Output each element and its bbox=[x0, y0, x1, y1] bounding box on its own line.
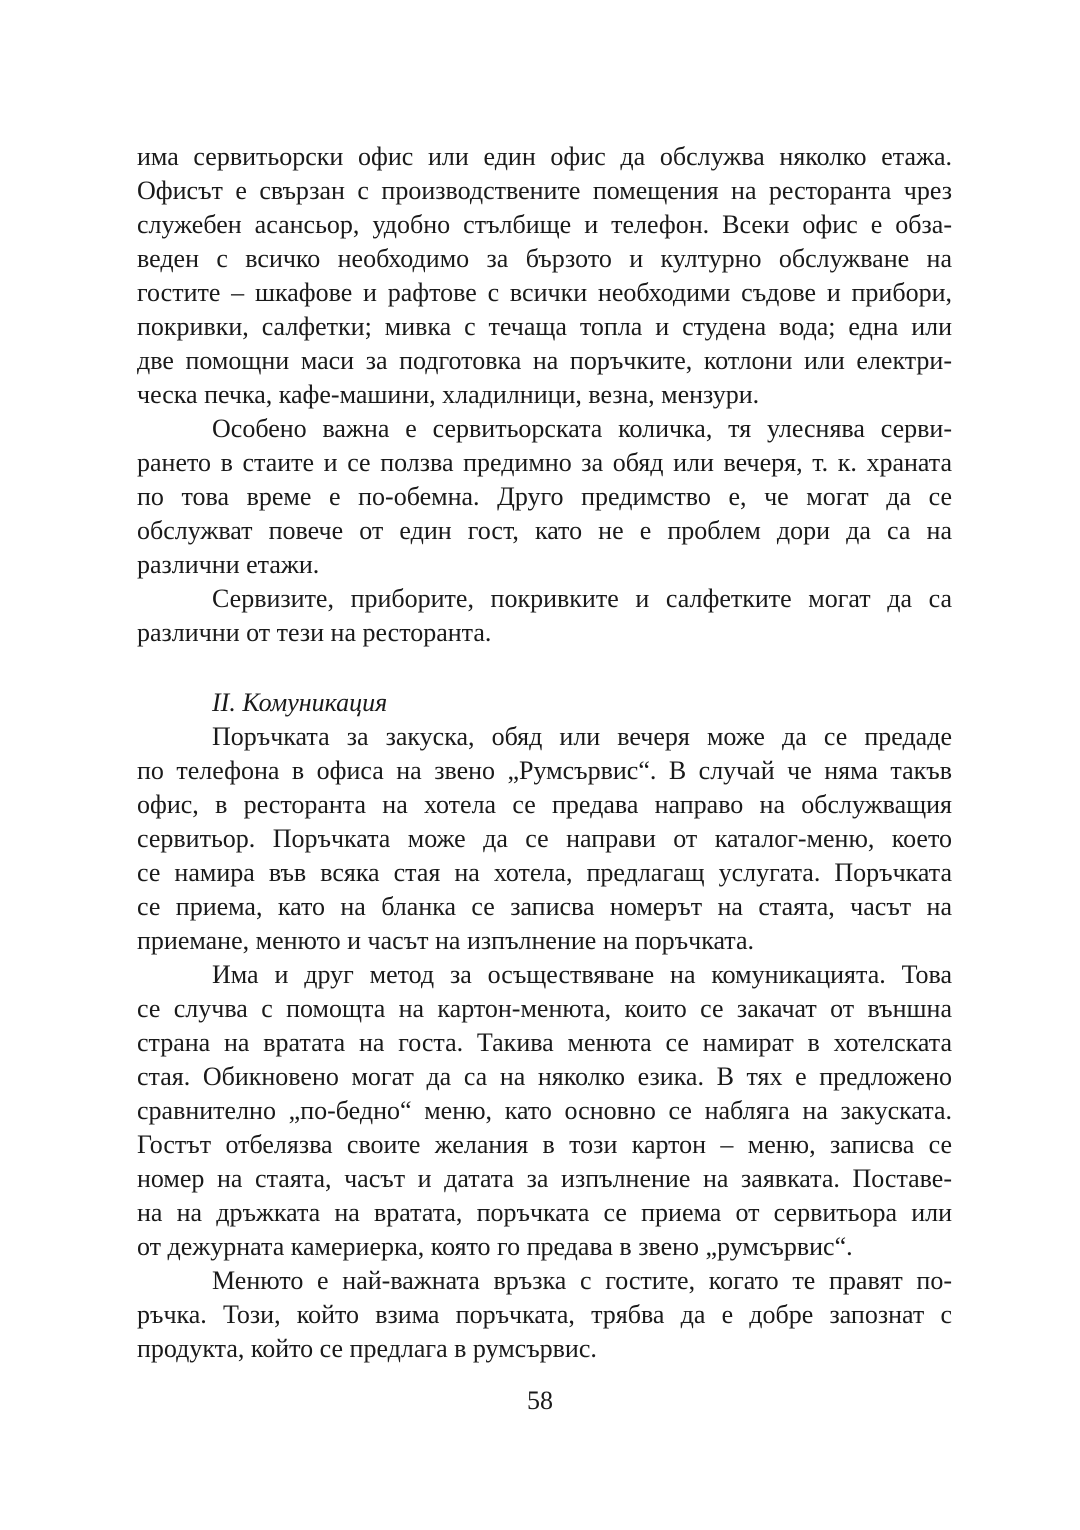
section-spacer bbox=[137, 650, 952, 686]
paragraph bbox=[137, 958, 952, 1264]
text-line: страна на вратата на госта. Такива менюта се намират в хотелската bbox=[137, 1028, 952, 1057]
text-line: номер на стаята, часът и датата за изпълнение на заявката. Поставе- bbox=[137, 1164, 952, 1193]
text-line: се случва с помощта на картон-менюта, които се закачат от външна bbox=[137, 994, 952, 1023]
text-line: продукта, който се предлага в румсървис. bbox=[137, 1334, 597, 1363]
text-line: обслужват повече от един гост, като не е проблем дори да са на bbox=[137, 516, 952, 545]
text-line: гостите – шкафове и рафтове с всички необходими съдове и прибори, bbox=[137, 278, 952, 307]
text-line: сравнително „по-бедно“ меню, като основно се набляга на закуската. bbox=[137, 1096, 952, 1125]
text-line: на на дръжката на вратата, поръчката се приема от сервитьора или bbox=[137, 1198, 952, 1227]
text-line: Особено важна е сервитьорската количка, тя улеснява серви- bbox=[212, 414, 952, 443]
text-line: веден с всичко необходимо за бързото и културно обслужване на bbox=[137, 244, 952, 273]
page-number: 58 bbox=[527, 1386, 553, 1415]
text-line: сервитьор. Поръчката може да се направи от каталог-меню, което bbox=[137, 824, 952, 853]
text-line: Има и друг метод за осъществяване на комуникацията. Това bbox=[212, 960, 952, 989]
paragraph bbox=[137, 720, 952, 958]
text-line: има сервитьорски офис или един офис да обслужва няколко етажа. bbox=[137, 142, 952, 171]
text-line: ръчка. Този, който взима поръчката, трябва да е добре запознат с bbox=[137, 1300, 952, 1329]
paragraph bbox=[137, 582, 952, 650]
text-line: Сервизите, приборите, покривките и салфетките могат да са bbox=[212, 584, 952, 613]
text-line: две помощни маси за подготовка на поръчките, котлони или електри- bbox=[137, 346, 952, 375]
text-line: по телефона в офиса на звено „Румсървис“. В случай че няма такъв bbox=[137, 756, 952, 785]
text-line: се намира във всяка стая на хотела, предлагащ услугата. Поръчката bbox=[137, 858, 952, 887]
text-line: Менюто е най-важната връзка с гостите, когато те правят по- bbox=[212, 1266, 952, 1295]
text-line: покривки, салфетки; мивка с течаща топла и студена вода; една или bbox=[137, 312, 952, 341]
text-line: приемане, менюто и часът на изпълнение на поръчката. bbox=[137, 926, 755, 955]
text-line: стая. Обикновено могат да са на няколко езика. В тях е предложено bbox=[137, 1062, 952, 1091]
page-body bbox=[137, 140, 952, 1366]
text-line: ческа печка, кафе-машини, хладилници, везна, мензури. bbox=[137, 380, 760, 409]
text-line: Гостът отбелязва своите желания в този картон – меню, записва се bbox=[137, 1130, 952, 1159]
section-heading: II. Комуникация bbox=[212, 688, 388, 717]
text-line: офис, в ресторанта на хотела се предава направо на обслужващия bbox=[137, 790, 952, 819]
text-line: по това време е по-обемна. Друго предимство е, че могат да се bbox=[137, 482, 952, 511]
text-line: рането в стаите и се ползва предимно за обяд или вечеря, т. к. храната bbox=[137, 448, 952, 477]
text-line: служебен асансьор, удобно стълбище и телефон. Всеки офис е обза- bbox=[137, 210, 952, 239]
text-line: се приема, като на бланка се записва номерът на стаята, часът на bbox=[137, 892, 952, 921]
paragraph bbox=[137, 412, 952, 582]
text-line: различни етажи. bbox=[137, 550, 320, 579]
text-line: Офисът е свързан с производствените помещения на ресторанта чрез bbox=[137, 176, 952, 205]
paragraph bbox=[137, 1264, 952, 1366]
text-line: различни от тези на ресторанта. bbox=[137, 618, 492, 647]
text-line: от дежурната камериерка, която го предава в звено „румсървис“. bbox=[137, 1232, 853, 1261]
paragraph bbox=[137, 140, 952, 412]
text-line: Поръчката за закуска, обяд или вечеря може да се предаде bbox=[212, 722, 952, 751]
